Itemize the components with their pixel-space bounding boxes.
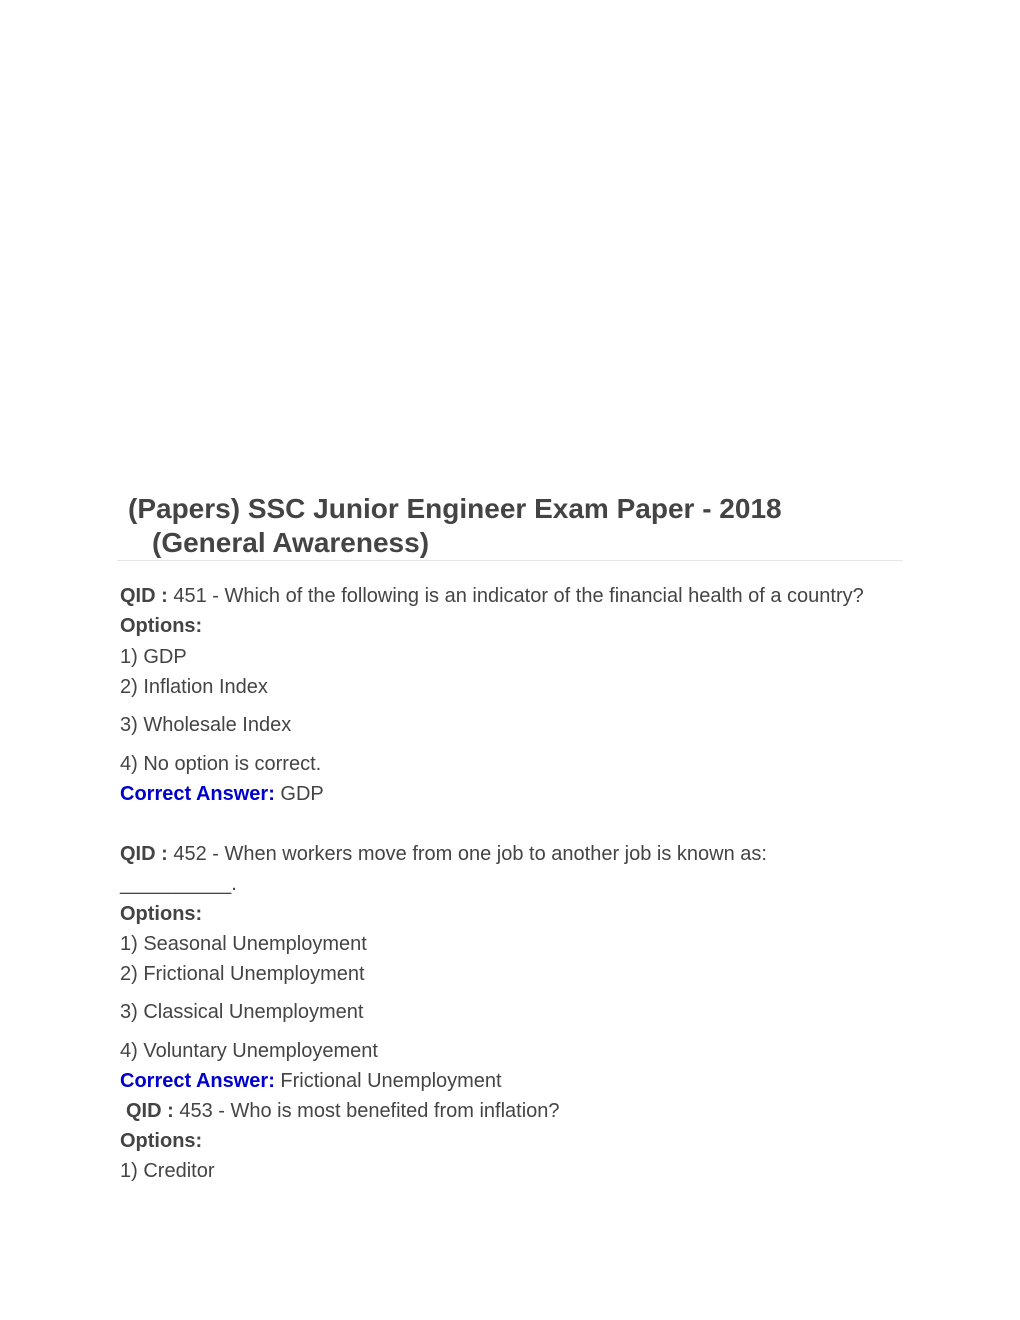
option: 2) Inflation Index [120, 676, 268, 698]
title-divider [117, 560, 903, 561]
option: 1) Creditor [120, 1160, 215, 1182]
question-text: - Which of the following is an indicator of the financial health of a country? [206, 585, 864, 607]
correct-answer-value: Frictional Unemployment [280, 1070, 502, 1092]
qid-label: QID : [126, 1100, 174, 1122]
qid-label: QID : [120, 843, 168, 865]
qid-label: QID : [120, 585, 168, 607]
question-451 [120, 584, 864, 608]
question-452 [120, 842, 767, 866]
question-text: - Who is most benefited from inflation? [212, 1100, 560, 1122]
question-blank: __________. [120, 873, 237, 895]
option: 3) Wholesale Index [120, 714, 292, 736]
qid-number: 452 [173, 843, 207, 865]
option: 4) No option is correct. [120, 753, 322, 775]
correct-answer [120, 782, 324, 806]
question-text: - When workers move from one job to another job is known as: [206, 843, 767, 865]
option: 1) GDP [120, 646, 187, 668]
correct-answer [120, 1069, 502, 1093]
options-label: Options: [120, 615, 203, 637]
option: 4) Voluntary Unemployement [120, 1040, 378, 1062]
option: 2) Frictional Unemployment [120, 963, 365, 985]
page-title-line2: (General Awareness) [152, 527, 430, 558]
option: 1) Seasonal Unemployment [120, 933, 367, 955]
options-label: Options: [120, 1130, 203, 1152]
question-453 [126, 1099, 560, 1123]
option: 3) Classical Unemployment [120, 1001, 364, 1023]
options-label: Options: [120, 903, 203, 925]
correct-answer-label: Correct Answer: [120, 783, 275, 805]
page-title-line1: (Papers) SSC Junior Engineer Exam Paper - 2018 [128, 493, 782, 524]
correct-answer-value: GDP [280, 783, 324, 805]
qid-number: 453 [179, 1100, 213, 1122]
qid-number: 451 [173, 585, 207, 607]
correct-answer-label: Correct Answer: [120, 1070, 275, 1092]
